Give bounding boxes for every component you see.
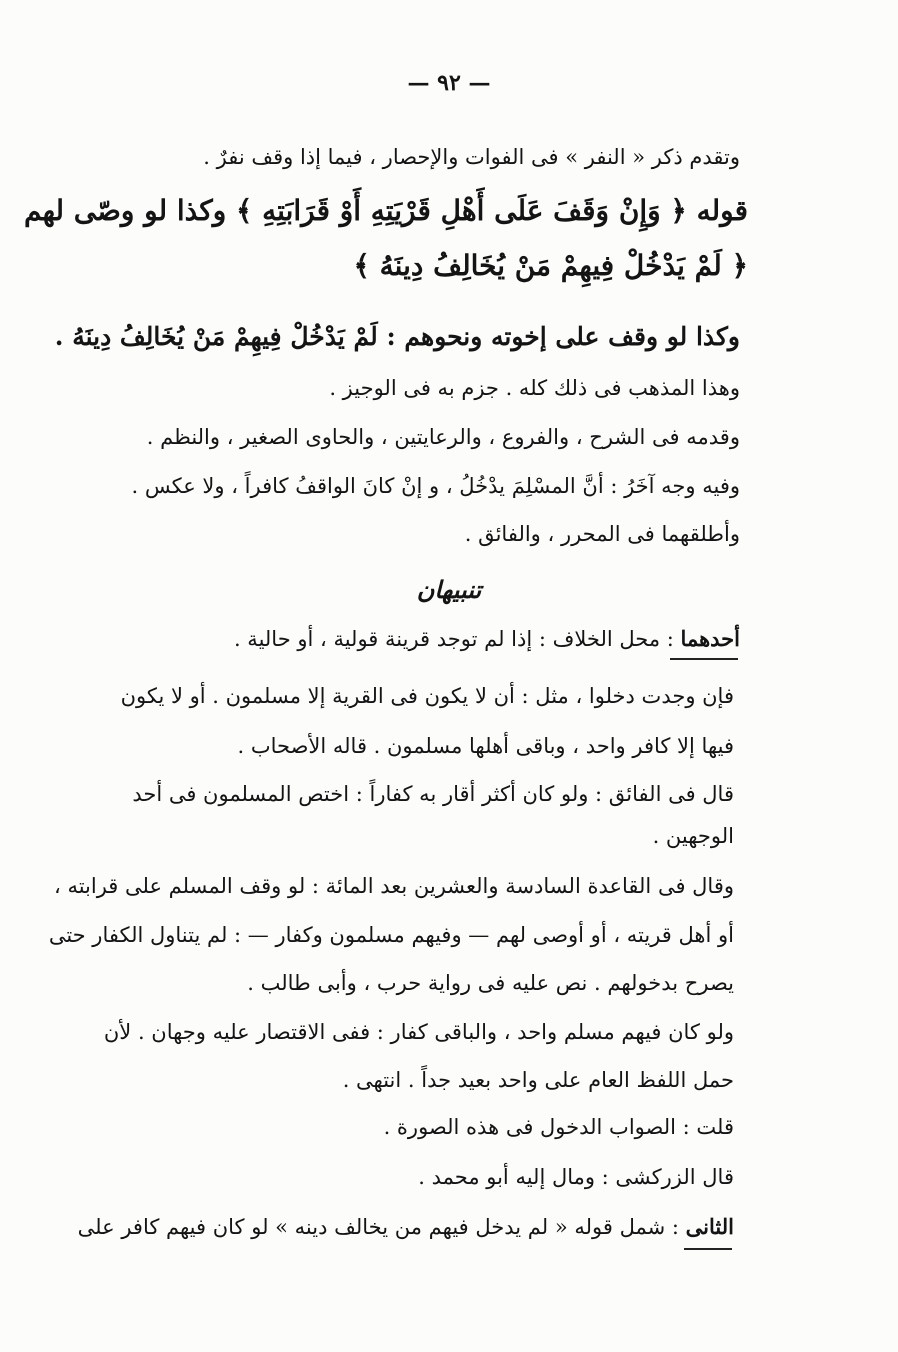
- paragraph-line: وهذا المذهب فى ذلك كله . جزم به فى الوجيز .: [329, 376, 740, 400]
- paragraph-line: وقدمه فى الشرح ، والفروع ، والرعايتين ، والحاوى الصغير ، والنظم .: [146, 425, 740, 449]
- note-line: حمل اللفظ العام على واحد بعيد جداً . انتهى .: [342, 1068, 734, 1092]
- quoted-line: ﴿ لَمْ يَدْخُلْ فِيهِمْ مَنْ يُخَالِفُ دِينَهُ ﴾: [353, 249, 748, 282]
- paragraph-line: وتقدم ذكر « النفر » فى الفوات والإحصار ، فيما إذا وقف نفرٌ .: [203, 145, 740, 169]
- note-line: يصرح بدخولهم . نص عليه فى رواية حرب ، وأبى طالب .: [247, 971, 734, 995]
- section-heading: تنبيهان: [416, 575, 482, 604]
- paragraph-line: وكذا لو وقف على إخوته ونحوهم : لَمْ يَدْخُلْ فِيهِمْ مَنْ يُخَالِفُ دِينَهُ .: [54, 322, 740, 351]
- quoted-text: ﴿ وَإِنْ وَقَفَ عَلَى أَهْلِ قَرْيَتِهِ أَوْ قَرَابَتِهِ ﴾ وكذا لو وصّى لهم: [23, 194, 687, 227]
- quoted-line: [24, 192, 748, 230]
- note-line: أو أهل قريته ، أو أوصى لهم — وفيهم مسلمون وكفار — : لم يتناول الكفار حتى: [48, 923, 734, 947]
- note-line: فإن وجدت دخلوا ، مثل : أن لا يكون فى القرية إلا مسلمون . أو لا يكون: [120, 684, 734, 708]
- paragraph-line: وأطلقهما فى المحرر ، والفائق .: [464, 522, 740, 546]
- note-line: [234, 625, 740, 653]
- note-line: قلت : الصواب الدخول فى هذه الصورة .: [383, 1115, 734, 1139]
- note-line: قال الزركشى : ومال إليه أبو محمد .: [418, 1165, 734, 1189]
- note-line: وقال فى القاعدة السادسة والعشرين بعد المائة : لو وقف المسلم على قرابته ،: [53, 874, 734, 898]
- page-number: — ٩٢ —: [407, 70, 491, 96]
- lead-underline: [670, 658, 738, 660]
- note-lead: أحدهما: [680, 626, 740, 651]
- lead-word: قوله: [696, 194, 748, 227]
- note-text: : محل الخلاف : إذا لم توجد قرينة قولية ، أو حالية .: [233, 627, 674, 651]
- note-line: قال فى الفائق : ولو كان أكثر أقار به كفاراً : اختص المسلمون فى أحد: [132, 782, 734, 806]
- note-line: فيها إلا كافر واحد ، وباقى أهلها مسلمون . قاله الأصحاب .: [237, 734, 734, 758]
- note-line: الوجهين .: [652, 824, 734, 848]
- lead-underline: [684, 1248, 732, 1250]
- note-lead: الثانى: [685, 1214, 734, 1239]
- note-line: [78, 1213, 734, 1241]
- note-line: ولو كان فيهم مسلم واحد ، والباقى كفار : ففى الاقتصار عليه وجهان . لأن: [103, 1020, 734, 1044]
- paragraph-line: وفيه وجه آخَرُ : أنَّ المسْلِمَ يدْخُلُ ، و إنْ كانَ الواقفُ كافراً ، ولا عكس .: [131, 474, 740, 498]
- note-text: : شمل قوله « لم يدخل فيهم من يخالف دينه » لو كان فيهم كافر على: [77, 1215, 679, 1239]
